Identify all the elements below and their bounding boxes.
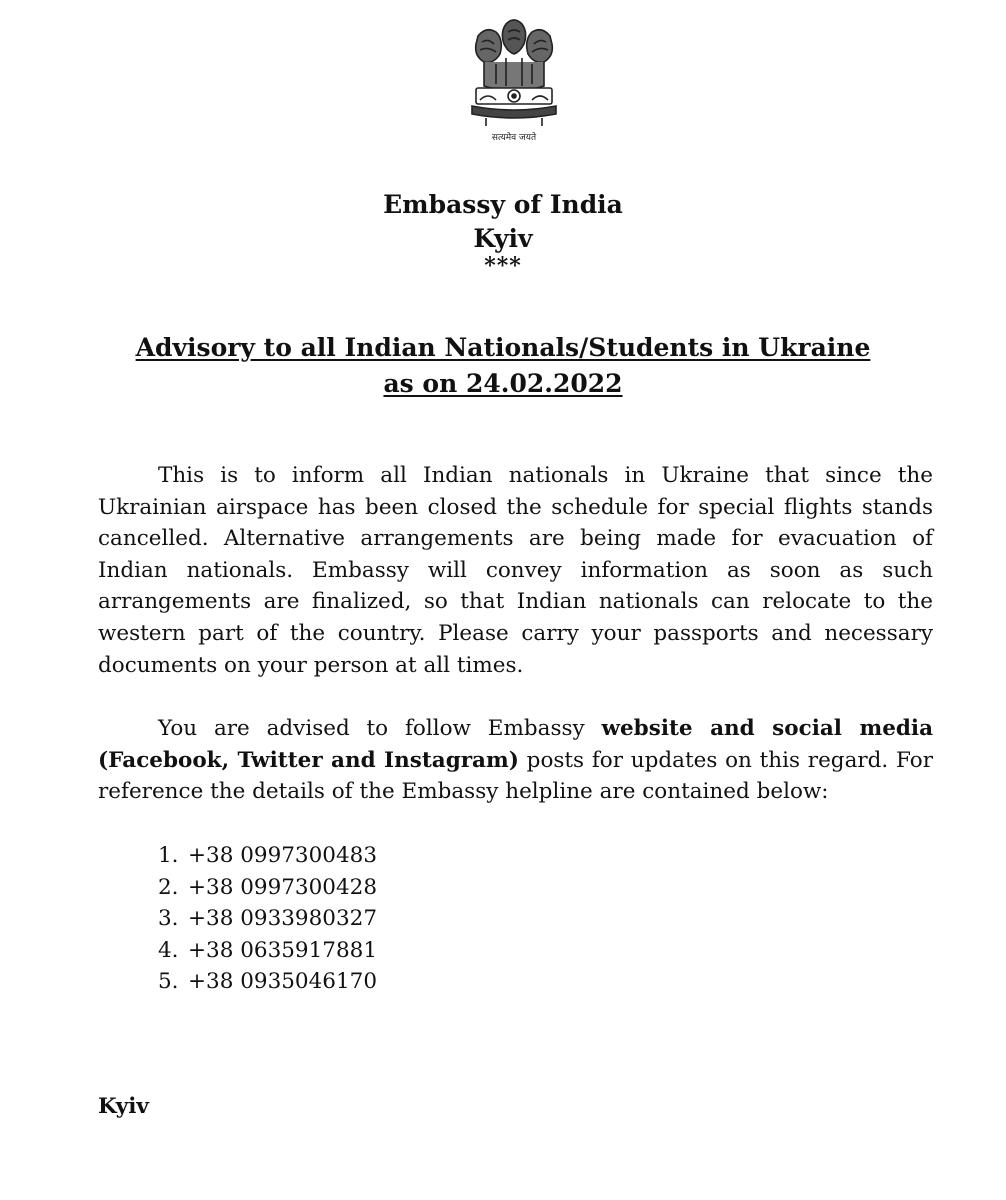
signature-place: Kyiv xyxy=(98,1094,149,1119)
helpline-number: +38 0635917881 xyxy=(188,937,377,963)
header-separator: *** xyxy=(484,253,522,279)
paragraph-2-text-end: posts for updates on this regard. For reference the details of the Embassy helpline are contained below: xyxy=(98,747,933,805)
list-item xyxy=(158,966,377,998)
helpline-index: 5. xyxy=(158,969,179,995)
list-item xyxy=(158,903,377,935)
advisory-paragraph-2 xyxy=(98,713,933,808)
helpline-number: +38 0935046170 xyxy=(188,969,377,995)
list-item xyxy=(158,935,377,967)
advisory-title xyxy=(0,330,1006,402)
helpline-number: +38 0997300483 xyxy=(188,843,377,868)
helpline-index: 1. xyxy=(158,843,179,868)
embassy-city: Kyiv xyxy=(473,224,533,253)
embassy-header xyxy=(0,188,1006,279)
list-item xyxy=(158,872,377,904)
embassy-name: Embassy of India xyxy=(383,190,623,219)
social-media-emphasis: website and social media (Facebook, Twitter and Instagram) xyxy=(98,716,933,773)
emblem-motto: सत्यमेव जयते xyxy=(491,133,537,143)
helpline-number: +38 0933980327 xyxy=(188,906,377,932)
helpline-index: 3. xyxy=(158,906,179,932)
helpline-index: 4. xyxy=(158,937,179,963)
advisory-paragraph-1: This is to inform all Indian nationals in Ukraine that since the Ukrainian airspace has been closed the schedule for special flights stands cancelled. Alternative arrangements are being made for evacuation of Indian nationals. Embassy will convey information as soon as such arrangements are finalized, so that Indian nationals can relocate to the western part of the country. Please carry your passports and necessary documents on your person at all times. xyxy=(98,463,933,678)
helpline-number: +38 0997300428 xyxy=(188,874,377,900)
advisory-title-date: as on 24.02.2022 xyxy=(383,369,623,398)
list-item xyxy=(158,840,377,872)
helpline-list xyxy=(158,840,377,998)
paragraph-2-text-start: You are advised to follow Embassy xyxy=(158,716,602,741)
advisory-title-line1: Advisory to all Indian Nationals/Students in Ukraine xyxy=(135,333,871,362)
helpline-index: 2. xyxy=(158,874,179,900)
